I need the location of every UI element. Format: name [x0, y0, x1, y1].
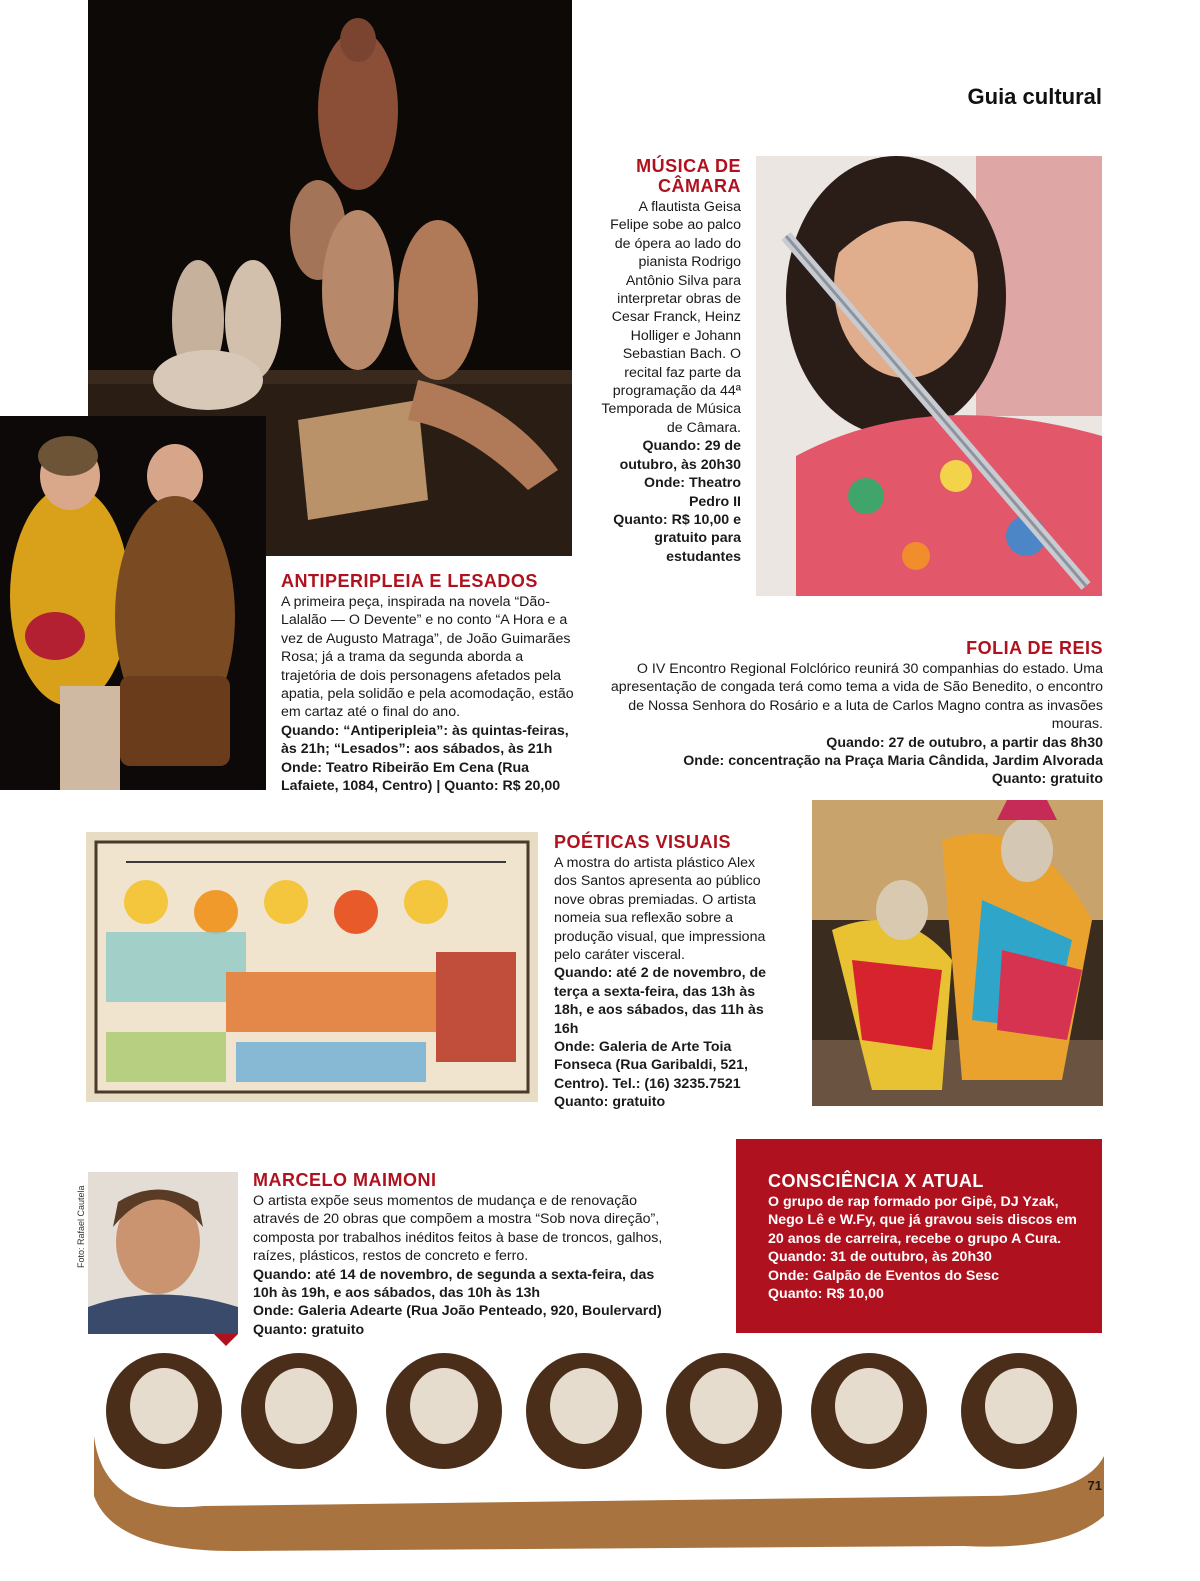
consciencia-when: Quando: 31 de outubro, às 20h30 — [768, 1249, 992, 1266]
antiperipleia-text: A primeira peça, inspirada na novela “Dão-Lalalão — O Devente” e no conto “A Hora e a vez de Augusto Matraga”, de João Guimarães Rosa; já a trama da segunda aborda a trajetória de dois personagens afetados pela apatia, pela solidão e pela acomodação, estão em cartaz até o final do ano. — [281, 594, 574, 721]
musica-price: Quanto: R$ 10,00 e gratuito para estudantes — [613, 511, 741, 565]
marcelo-where: Onde: Galeria Adearte (Rua João Penteado, 920, Boulervard) — [253, 1303, 662, 1320]
musica-text: A flautista Geisa Felipe sobe ao palco de ópera ao lado do pianista Rodrigo Antônio Silva para interpretar obras de Cesar Franck, Heinz Holliger e Johann Sebastian Bach. O recital faz parte da programação da 44ª Temporada de Música de Câmara. — [601, 199, 741, 436]
consciencia-where: Onde: Galpão de Eventos do Sesc — [768, 1267, 999, 1284]
folia-price: Quanto: gratuito — [991, 771, 1103, 788]
flautist-photo — [756, 156, 1102, 596]
poeticas-when: Quando: até 2 de novembro, de terça a sexta-feira, das 13h às 18h, e aos sábados, das 11h às 16h — [554, 965, 767, 1037]
musica-where: Onde: Theatro Pedro II — [644, 475, 741, 510]
consciencia-price: Quanto: R$ 10,00 — [768, 1286, 884, 1303]
section-title: Guia cultural — [967, 84, 1102, 109]
musica-title: MÚSICA DE CÂMARA — [636, 156, 741, 196]
wood-sculpture-photo — [84, 1346, 1114, 1554]
marcelo-article — [253, 1170, 673, 1339]
marcelo-when: Quando: até 14 de novembro, de segunda a sexta-feira, das 10h às 19h, e aos sábados, das 10h às 13h — [253, 1266, 655, 1302]
consciencia-box — [736, 1139, 1102, 1333]
poeticas-price: Quanto: gratuito — [554, 1094, 666, 1111]
folia-when: Quando: 27 de outubro, a partir das 8h30 — [826, 734, 1103, 751]
marcelo-portrait — [88, 1172, 238, 1334]
consciencia-text: O grupo de rap formado por Gipê, DJ Yzak, Nego Lê e W.Fy, que já gravou seis discos em 20 anos de carreira, recebe o grupo A Cura. — [768, 1194, 1077, 1247]
folia-article — [600, 638, 1103, 789]
page-number: 71 — [1087, 1478, 1102, 1493]
marcelo-title: MARCELO MAIMONI — [253, 1170, 437, 1190]
musica-article — [600, 156, 741, 566]
poeticas-article — [554, 832, 778, 1112]
musica-when: Quando: 29 de outubro, às 20h30 — [619, 438, 741, 473]
folia-text: O IV Encontro Regional Folclórico reunirá 30 companhias do estado. Uma apresentação de congada terá como tema a vida de São Benedito, o encontro de Nossa Senhora do Rosário e a luta de Carlos Magno contra as invasões mouras. — [610, 661, 1103, 733]
painting-photo — [86, 832, 538, 1102]
folia-title: FOLIA DE REIS — [966, 638, 1103, 658]
consciencia-title: CONSCIÊNCIA X ATUAL — [768, 1171, 984, 1191]
marcelo-arrow-marker — [214, 1334, 238, 1346]
poeticas-where: Onde: Galeria de Arte Toia Fonseca (Rua Garibaldi, 521, Centro). Tel.: (16) 3235.7521 — [554, 1039, 748, 1092]
poeticas-title: POÉTICAS VISUAIS — [554, 832, 732, 852]
lesados-actors-photo — [0, 416, 266, 790]
photo-credit: Foto: Rafael Cautela — [76, 1185, 86, 1268]
poeticas-text: A mostra do artista plástico Alex dos Santos apresenta ao público nove obras premiadas. O artista nomeia sua reflexão sobre a produção visual, que impressiona pelo caráter visceral. — [554, 855, 766, 964]
folia-where: Onde: concentração na Praça Maria Cândida, Jardim Alvorada — [683, 753, 1103, 770]
folia-dancers-photo — [812, 800, 1103, 1106]
antiperipleia-when: Quando: “Antiperipleia”: às quintas-feiras, às 21h; “Lesados”: aos sábados, às 21h — [281, 722, 569, 758]
antiperipleia-article — [281, 571, 577, 795]
marcelo-text: O artista expõe seus momentos de mudança e de renovação através de 20 obras que compõem a mostra “Sob nova direção”, composta por trabalhos inéditos feitos à base de troncos, galhos, raízes, plásticos, restos de concreto e ferro. — [253, 1193, 663, 1265]
antiperipleia-title: ANTIPERIPLEIA E LESADOS — [281, 571, 538, 591]
antiperipleia-where: Onde: Teatro Ribeirão Em Cena (Rua Lafaiete, 1084, Centro) | Quanto: R$ 20,00 — [281, 759, 561, 795]
marcelo-price: Quanto: gratuito — [253, 1321, 365, 1338]
